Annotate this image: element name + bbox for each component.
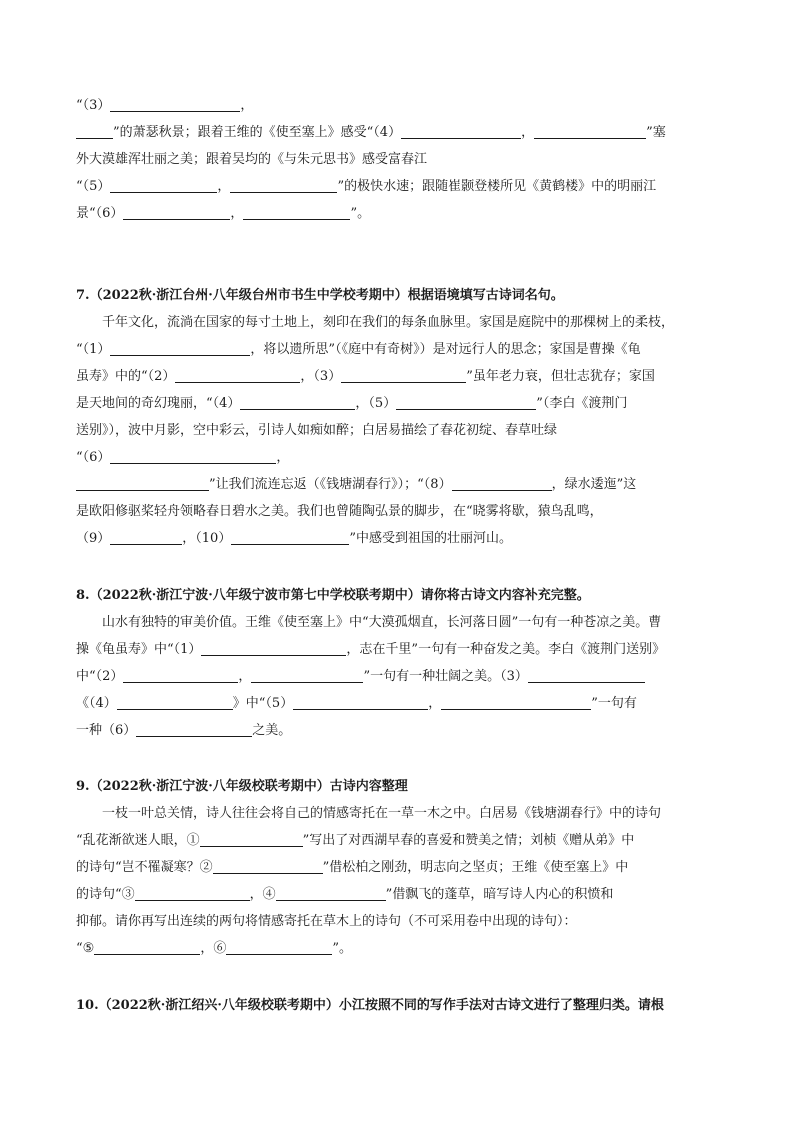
answer-blank-6[interactable] <box>136 721 252 737</box>
answer-blank-5a[interactable] <box>293 694 428 710</box>
text-line: （9） ，（10） ”中感受到祖国的壮丽河山。 <box>76 531 512 546</box>
answer-blank-1[interactable] <box>110 340 250 356</box>
text-line: “⑤ ，⑥ ”。 <box>76 941 352 956</box>
answer-blank-2b[interactable] <box>251 667 363 683</box>
text-line: 的诗句“③ ，④ ”借飘飞的蓬草，暗写诗人内心的积愤和 <box>76 887 614 902</box>
text-line: 一枝一叶总关情，诗人往往会将自己的情感寄托在一草一木之中。白居易《钱塘湖春行》中的诗句 <box>102 806 662 821</box>
answer-blank-3-cont[interactable] <box>76 123 113 139</box>
text-line: “（5） ， ”的极快水速；跟随崔颢登楼所见《黄鹤楼》中的明丽江 <box>76 179 657 194</box>
answer-blank-6b[interactable] <box>243 204 350 220</box>
question-heading: 10.（2022秋·浙江绍兴·八年级校联考期中）小江按照不同的写作手法对古诗文进行了整理归类。请根 <box>76 998 664 1013</box>
question-6-continuation <box>76 92 718 227</box>
text-line: “（6） ， <box>76 450 290 465</box>
answer-blank-3[interactable] <box>135 885 250 901</box>
answer-blank-6[interactable] <box>226 939 332 955</box>
answer-blank-5b[interactable] <box>230 177 337 193</box>
text-line: “（3） ， <box>76 98 254 113</box>
answer-blank-6a[interactable] <box>123 204 230 220</box>
text-line: 操《龟虽寿》中“（1） ，志在千里”一句有一种奋发之美。李白《渡荆门送别》 <box>76 642 666 657</box>
text-line: “（1） ，将以遗所思”（《庭中有奇树》）是对远行人的思念；家国是曹操《龟 <box>76 342 641 357</box>
question-heading: 9.（2022秋·浙江宁波·八年级校联考期中）古诗内容整理 <box>76 779 408 794</box>
answer-blank-5[interactable] <box>94 939 200 955</box>
question-7 <box>76 282 718 552</box>
answer-blank-10[interactable] <box>231 529 349 545</box>
text-line: 抑郁。请你再写出连续的两句将情感寄托在草木上的诗句（不可采用卷中出现的诗句）： <box>76 914 577 929</box>
question-10 <box>76 992 718 1019</box>
answer-blank-2[interactable] <box>175 367 300 383</box>
text-line: 送别》），波中月影，空中彩云，引诗人如痴如醉；白居易描绘了春花初绽、春草吐绿 <box>76 423 558 438</box>
text-line: ”让我们流连忘返（《钱塘湖春行》）；“（8） ，绿水逶迤”这 <box>76 471 718 498</box>
answer-blank-3[interactable] <box>110 96 240 112</box>
text-line: 中“（2） ， ”一句有一种壮阔之美。（3） <box>76 663 718 690</box>
text-line: 一种（6） 之美。 <box>76 723 292 738</box>
text-line: 山水有独特的审美价值。王维《使至塞上》中“大漠孤烟直，长河落日圆”一句有一种苍凉之美。曹 <box>102 615 662 630</box>
answer-blank-4[interactable] <box>276 885 386 901</box>
answer-blank-4b[interactable] <box>534 123 646 139</box>
text-line: ”的萧瑟秋景；跟着王维的《使至塞上》感受“（4） ， ”塞 <box>76 119 718 146</box>
answer-blank-1[interactable] <box>201 640 346 656</box>
text-line: 景“（6） ， ”。 <box>76 206 371 221</box>
text-line: 千年文化，流淌在国家的每寸土地上，刻印在我们的每条血脉里。家国是庭院中的那棵树上的柔枝， <box>102 315 675 330</box>
answer-blank-2a[interactable] <box>123 667 238 683</box>
question-8 <box>76 582 718 744</box>
answer-blank-4[interactable] <box>117 694 233 710</box>
answer-blank-4a[interactable] <box>401 123 521 139</box>
answer-blank-3[interactable] <box>341 367 466 383</box>
answer-blank-5[interactable] <box>396 394 536 410</box>
text-line: 外大漠雄浑壮丽之美；跟着吴均的《与朱元思书》感受富春江 <box>76 152 428 167</box>
answer-blank-9[interactable] <box>110 529 182 545</box>
text-line: 是欧阳修驱桨轻舟领略春日碧水之美。我们也曾随陶弘景的脚步，在“晓雾将歇，猿鸟乱鸣， <box>76 504 603 519</box>
answer-blank-4[interactable] <box>240 394 355 410</box>
answer-blank-5a[interactable] <box>110 177 217 193</box>
answer-blank-3[interactable] <box>528 667 645 683</box>
question-heading: 8.（2022秋·浙江宁波·八年级宁波市第七中学校联考期中）请你将古诗文内容补充完整。 <box>76 588 590 603</box>
text-line: 虽寿》中的“（2） ，（3） ”虽年老力衰，但壮志犹存；家国 <box>76 369 655 384</box>
answer-blank-6[interactable] <box>110 448 276 464</box>
text-line: 的诗句“岂不罹凝寒？② ”借松柏之刚劲，明志向之坚贞；王维《使至塞上》中 <box>76 860 629 875</box>
text-line: “乱花渐欲迷人眼，① ”写出了对西湖早春的喜爱和赞美之情；刘桢《赠从弟》中 <box>76 833 635 848</box>
question-heading: 7.（2022秋·浙江台州·八年级台州市书生中学校考期中）根据语境填写古诗词名句。 <box>76 288 564 303</box>
answer-blank-5b[interactable] <box>441 694 591 710</box>
text-line: 是天地间的奇幻瑰丽，“（4） ，（5） ”（李白《渡荆门 <box>76 396 628 411</box>
text-line: 《（4） 》中“（5） ， ”一句有 <box>76 696 637 711</box>
answer-blank-8[interactable] <box>452 475 552 491</box>
answer-blank-1[interactable] <box>200 831 303 847</box>
answer-blank-7[interactable] <box>76 475 209 491</box>
question-9 <box>76 773 718 962</box>
answer-blank-2[interactable] <box>213 858 323 874</box>
